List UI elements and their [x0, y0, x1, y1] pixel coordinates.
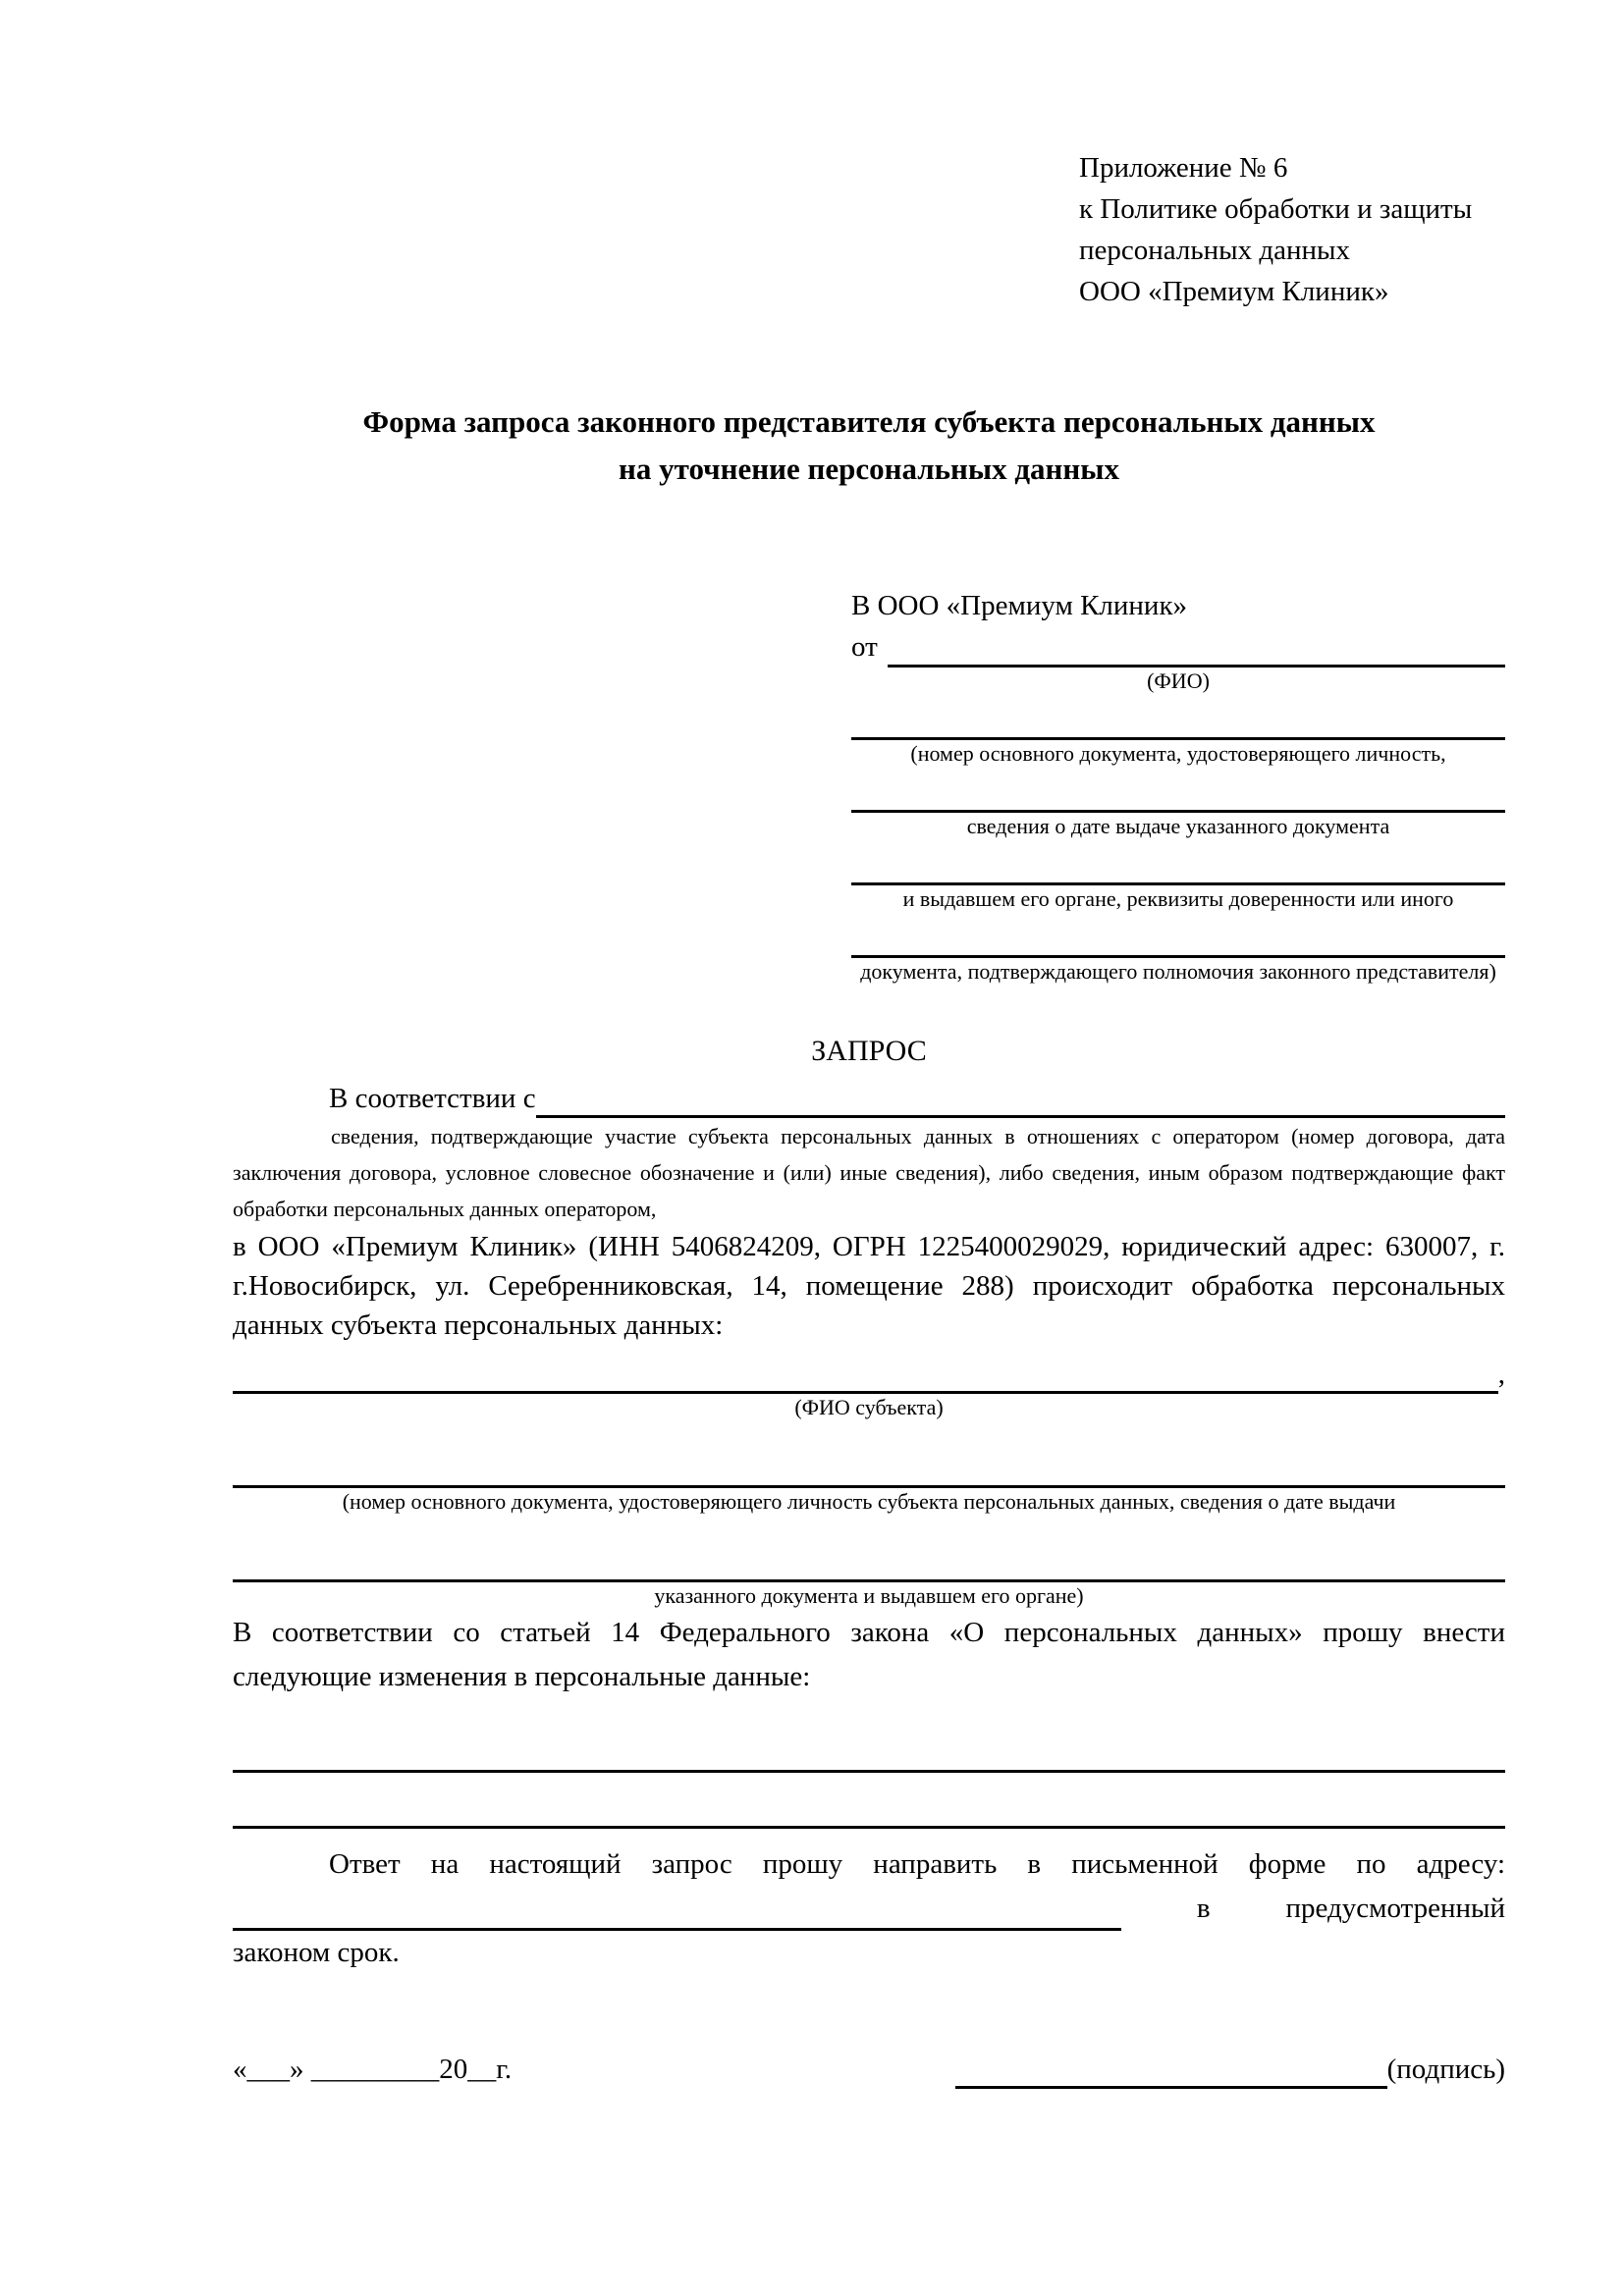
issuing-authority-field — [851, 839, 1505, 912]
answer-mid-word: в — [1196, 1893, 1211, 1924]
fio-caption: (ФИО) — [1147, 668, 1210, 693]
subject-document-caption2: указанного документа и выдавшем его органе) — [654, 1583, 1084, 1608]
answer-address-input-line[interactable] — [233, 1893, 1121, 1931]
date-fill-line[interactable]: «___» _________20__г. — [233, 2054, 513, 2085]
page-title-line2: на уточнение персональных данных — [619, 452, 1119, 486]
addressee-to: В ООО «Премиум Клиник» — [851, 590, 1188, 621]
article-paragraph: В соответствии со статьей 14 Федерального закона «О персональных данных» прошу внести следующие изменения в персональные данные: — [233, 1617, 1505, 1692]
addressee-block — [851, 585, 1505, 985]
subject-document-field2 — [233, 1536, 1505, 1609]
issue-date-field — [851, 767, 1505, 839]
subject-document-caption1: (номер основного документа, удостоверяющего личность субъекта персональных данных, сведения о дате выдачи — [342, 1489, 1396, 1514]
subject-fio-caption: (ФИО субъекта) — [794, 1395, 944, 1419]
authority-document-caption: документа, подтверждающего полномочия законного представителя) — [860, 959, 1496, 984]
document-number-caption: (номер основного документа, удостоверяющего личность, — [910, 741, 1446, 766]
subject-fio-comma: , — [1497, 1359, 1505, 1390]
appendix-line: ООО «Премиум Клиник» — [1079, 276, 1389, 307]
authority-document-field — [851, 912, 1505, 985]
answer-address-row — [233, 1887, 1505, 1931]
subject-fio-row — [233, 1355, 1505, 1394]
in-accordance-label: В соответствии с — [329, 1083, 536, 1114]
from-label: от — [851, 631, 878, 663]
fio-input-line[interactable] — [888, 629, 1505, 667]
issuing-authority-caption: и выдавшем его органе, реквизиты доверенности или иного — [902, 886, 1454, 911]
from-row — [851, 626, 1505, 667]
document-number-field — [851, 694, 1505, 767]
page-title-line1: Форма запроса законного представителя субъекта персональных данных — [362, 404, 1376, 439]
signature-group — [955, 2050, 1505, 2089]
appendix-block — [1079, 147, 1505, 312]
subject-fio-input-line[interactable] — [233, 1356, 1498, 1394]
changes-input-line2[interactable] — [233, 1773, 1505, 1829]
issuing-authority-input-line[interactable] — [851, 839, 1505, 885]
answer-tail-word: предусмотренный — [1285, 1893, 1505, 1924]
changes-input-line1[interactable] — [233, 1717, 1505, 1773]
operator-paragraph: в ООО «Премиум Клиник» (ИНН 5406824209, ОГРН 1225400029029, юридический адрес: 630007, г. г.Новосибирск, ул. Серебренниковская, 14, помещение 288) происходит обработка персональных данных субъекта персональных данных: — [233, 1231, 1505, 1341]
signature-caption: (подпись) — [1386, 2054, 1505, 2085]
document-number-input-line[interactable] — [851, 694, 1505, 740]
appendix-line: Приложение № 6 — [1079, 152, 1288, 184]
issue-date-caption: сведения о дате выдаче указанного документа — [966, 814, 1390, 838]
in-accordance-row — [233, 1079, 1505, 1118]
answer-last-line: законом срок. — [233, 1937, 400, 1968]
authority-document-input-line[interactable] — [851, 912, 1505, 958]
page-title — [233, 399, 1505, 493]
appendix-line: персональных данных — [1079, 235, 1351, 266]
basis-caption: сведения, подтверждающие участие субъекта персональных данных в отношениях с оператором (номер договора, дата заключения договора, условное словесное обозначение и (или) иные сведения), либо сведения, иным образом подтверждающие факт обработки персональных данных оператором, — [233, 1124, 1505, 1221]
subject-document-field — [233, 1442, 1505, 1515]
issue-date-input-line[interactable] — [851, 767, 1505, 813]
footer-row — [233, 2050, 1505, 2089]
request-heading: ЗАПРОС — [811, 1035, 927, 1067]
appendix-line: к Политике обработки и защиты — [1079, 193, 1473, 225]
signature-input-line[interactable] — [955, 2051, 1387, 2089]
answer-intro: Ответ на настоящий запрос прошу направить в письменной форме по адресу: — [329, 1848, 1505, 1880]
basis-input-line[interactable] — [536, 1080, 1505, 1118]
subject-document-input-line[interactable] — [233, 1442, 1505, 1488]
subject-document-input-line2[interactable] — [233, 1536, 1505, 1582]
